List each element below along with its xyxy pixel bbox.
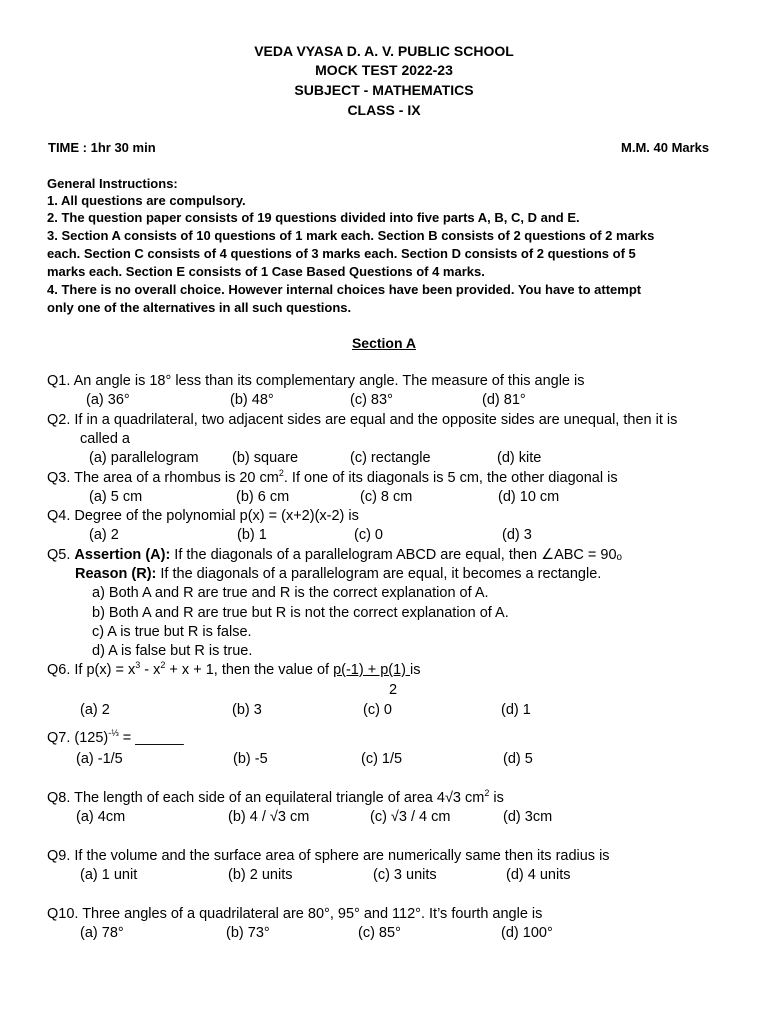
q7-option-d: (d) 5 <box>503 751 533 767</box>
class-title: CLASS - IX <box>347 102 421 118</box>
subject-title: SUBJECT - MATHEMATICS <box>294 82 474 98</box>
q2-option-d: (d) kite <box>497 450 542 466</box>
q1-option-a: (a) 36° <box>86 392 130 408</box>
q1-option-b: (b) 48° <box>230 392 274 408</box>
q2-option-c: (c) rectangle <box>350 450 431 466</box>
q6-option-b: (b) 3 <box>232 702 262 718</box>
q5-option-b: b) Both A and R are true but R is not the correct explanation of A. <box>92 605 509 621</box>
q2-option-b: (b) square <box>232 450 299 466</box>
question-5-assertion: Q5. Assertion (A): If the diagonals of a parallelogram ABCD are equal, then ∠ABC = 90ₒ <box>47 547 623 563</box>
question-2-cont: called a <box>80 431 130 447</box>
q10-option-c: (c) 85° <box>358 925 401 941</box>
q5-option-d: d) A is false but R is true. <box>92 643 253 659</box>
question-6: Q6. If $p(x) = x^3 - x^2 + x + 1$, then the value of p(-1) + p(1) is <box>47 660 421 678</box>
time-label: TIME : 1hr 30 min <box>48 140 156 155</box>
q6-option-a: (a) 2 <box>80 702 110 718</box>
q6-option-d: (d) 1 <box>501 702 531 718</box>
question-7: Q7. $(125)^{-\frac{1}{3}}$ = ______ <box>47 728 184 746</box>
q7-option-a: (a) -1/5 <box>76 751 123 767</box>
q10-option-d: (d) 100° <box>501 925 553 941</box>
fraction-numerator: p(-1) + p(1) <box>333 662 411 678</box>
instruction-line: 4. There is no overall choice. However internal choices have been provided. You have to attempt <box>47 282 642 297</box>
q4-option-a: (a) 2 <box>89 527 119 543</box>
q4-option-b: (b) 1 <box>237 527 267 543</box>
q3-option-d: (d) 10 cm <box>498 489 560 505</box>
q5-option-a: a) Both A and R are true and R is the correct explanation of A. <box>92 585 489 601</box>
fraction-denominator: 2 <box>389 682 398 698</box>
question-1: Q1. An angle is 18° less than its complementary angle. The measure of this angle is <box>47 373 585 389</box>
instruction-line: 2. The question paper consists of 19 questions divided into five parts A, B, C, D and E. <box>47 210 580 225</box>
q9-option-c: (c) 3 units <box>373 867 437 883</box>
instruction-line: 1. All questions are compulsory. <box>47 193 246 208</box>
q10-option-b: (b) 73° <box>226 925 270 941</box>
q3-option-c: (c) 8 cm <box>360 489 413 505</box>
q6-option-c: (c) 0 <box>363 702 392 718</box>
q3-option-b: (b) 6 cm <box>236 489 290 505</box>
exam-title: MOCK TEST 2022-23 <box>315 62 453 78</box>
question-3: Q3. The area of a rhombus is 20 $cm^2$. If one of its diagonals is 5 cm, the other diagonal is <box>47 468 618 486</box>
section-title: Section A <box>351 335 417 351</box>
instruction-line: each. Section C consists of 4 questions of 3 marks each. Section D consists of 2 questions of 5 <box>47 246 636 261</box>
q8-option-c: (c) √3 / 4 cm <box>370 809 451 825</box>
q9-option-a: (a) 1 unit <box>80 867 138 883</box>
q5-option-c: c) A is true but R is false. <box>92 624 252 640</box>
max-marks-label: M.M. 40 Marks <box>621 140 710 155</box>
question-4: Q4. Degree of the polynomial p(x) = (x+2)(x-2) is <box>47 508 359 524</box>
question-2: Q2. If in a quadrilateral, two adjacent sides are equal and the opposite sides are unequal, then it is <box>47 412 678 428</box>
q8-option-d: (d) 3cm <box>503 809 553 825</box>
q7-option-b: (b) -5 <box>233 751 268 767</box>
question-10: Q10. Three angles of a quadrilateral are 80°, 95° and 112°. It’s fourth angle is <box>47 906 543 922</box>
q8-option-b: (b) 4 / √3 cm <box>228 809 310 825</box>
q4-option-c: (c) 0 <box>354 527 383 543</box>
q9-option-d: (d) 4 units <box>506 867 571 883</box>
instructions-title: General Instructions: <box>47 176 178 191</box>
q1-option-c: (c) 83° <box>350 392 393 408</box>
instruction-line: 3. Section A consists of 10 questions of 1 mark each. Section B consists of 2 questions of 2 marks <box>47 228 655 243</box>
q9-option-b: (b) 2 units <box>228 867 293 883</box>
question-5-reason: Reason (R): If the diagonals of a parallelogram are equal, it becomes a rectangle. <box>75 566 602 582</box>
q10-option-a: (a) 78° <box>80 925 124 941</box>
q2-option-a: (a) parallelogram <box>89 450 199 466</box>
school-name: VEDA VYASA D. A. V. PUBLIC SCHOOL <box>254 43 514 59</box>
q7-option-c: (c) 1/5 <box>361 751 403 767</box>
question-9: Q9. If the volume and the surface area of sphere are numerically same then its radius is <box>47 848 610 864</box>
instruction-line: marks each. Section E consists of 1 Case Based Questions of 4 marks. <box>47 264 485 279</box>
q4-option-d: (d) 3 <box>502 527 532 543</box>
instruction-line: only one of the alternatives in all such questions. <box>47 300 352 315</box>
q1-option-d: (d) 81° <box>482 392 526 408</box>
q3-option-a: (a) 5 cm <box>89 489 143 505</box>
q8-option-a: (a) 4cm <box>76 809 126 825</box>
question-8: Q8. The length of each side of an equilateral triangle of area 4√3 $cm^2$ is <box>47 788 504 806</box>
